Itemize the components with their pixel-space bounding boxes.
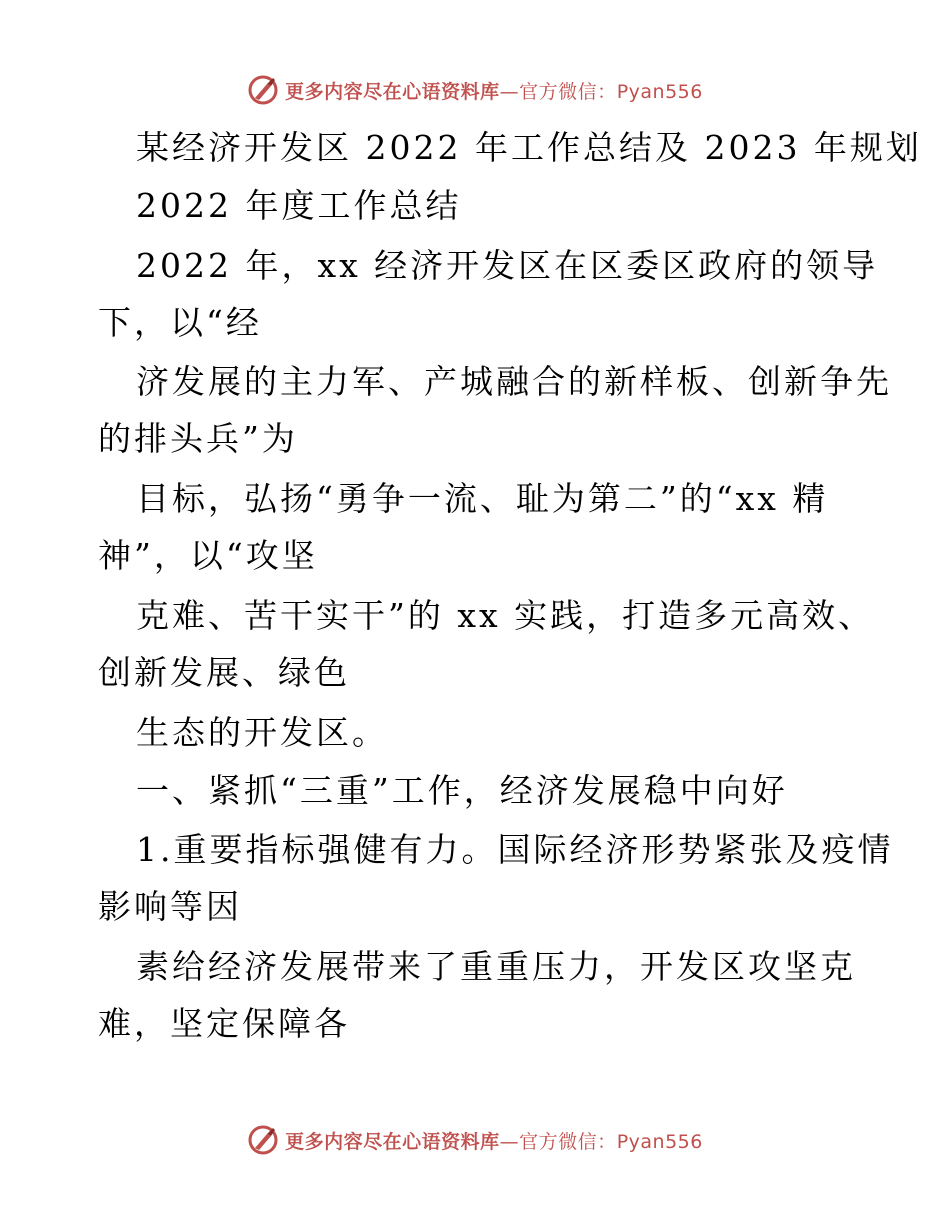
watermark-wechat-label: 官方微信： (519, 80, 617, 103)
paragraph-line: 素给经济发展带来了重重压力，开发区攻坚克 (136, 947, 856, 986)
watermark-text (285, 1127, 703, 1154)
watermark-library-name: 更多内容尽在心语资料库 (285, 80, 500, 103)
paragraph-line: 2022 年，xx 经济开发区在区委区政府的领导 (136, 246, 879, 285)
pen-logo-icon (247, 1124, 279, 1156)
footer-watermark (0, 1120, 950, 1160)
watermark-text (285, 77, 703, 104)
paragraph-line: 生态的开发区。 (136, 713, 388, 752)
paragraph-line: 济发展的主力军、产城融合的新样板、创新争先 (136, 362, 892, 401)
watermark-library-name: 更多内容尽在心语资料库 (285, 1130, 500, 1153)
header-watermark (0, 70, 950, 110)
paragraph-line: 下，以“经 (98, 303, 262, 342)
paragraph-line: 创新发展、绿色 (98, 653, 350, 692)
section-heading: 2022 年度工作总结 (136, 186, 462, 225)
paragraph-line: 目标，弘扬“勇争一流、耻为第二”的“xx 精 (136, 479, 829, 518)
paragraph-line: 神”，以“攻坚 (98, 536, 318, 575)
pen-logo-icon (247, 74, 279, 106)
paragraph-line: 克难、苦干实干”的 xx 实践，打造多元高效、 (136, 596, 875, 635)
paragraph-line: 1.重要指标强健有力。国际经济形势紧张及疫情 (136, 830, 894, 869)
watermark-wechat-id: Pyan556 (616, 80, 703, 103)
subsection-heading: 一、紧抓“三重”工作，经济发展稳中向好 (136, 771, 788, 810)
watermark-wechat-id: Pyan556 (616, 1130, 703, 1153)
watermark-dash: — (499, 80, 520, 103)
watermark-dash: — (499, 1130, 520, 1153)
paragraph-line: 的排头兵”为 (98, 419, 298, 458)
paragraph-line: 影响等因 (98, 887, 242, 926)
watermark-wechat-label: 官方微信： (519, 1130, 617, 1153)
document-title: 某经济开发区 2022 年工作总结及 2023 年规划 (136, 128, 922, 167)
paragraph-line: 难，坚定保障各 (98, 1004, 350, 1043)
